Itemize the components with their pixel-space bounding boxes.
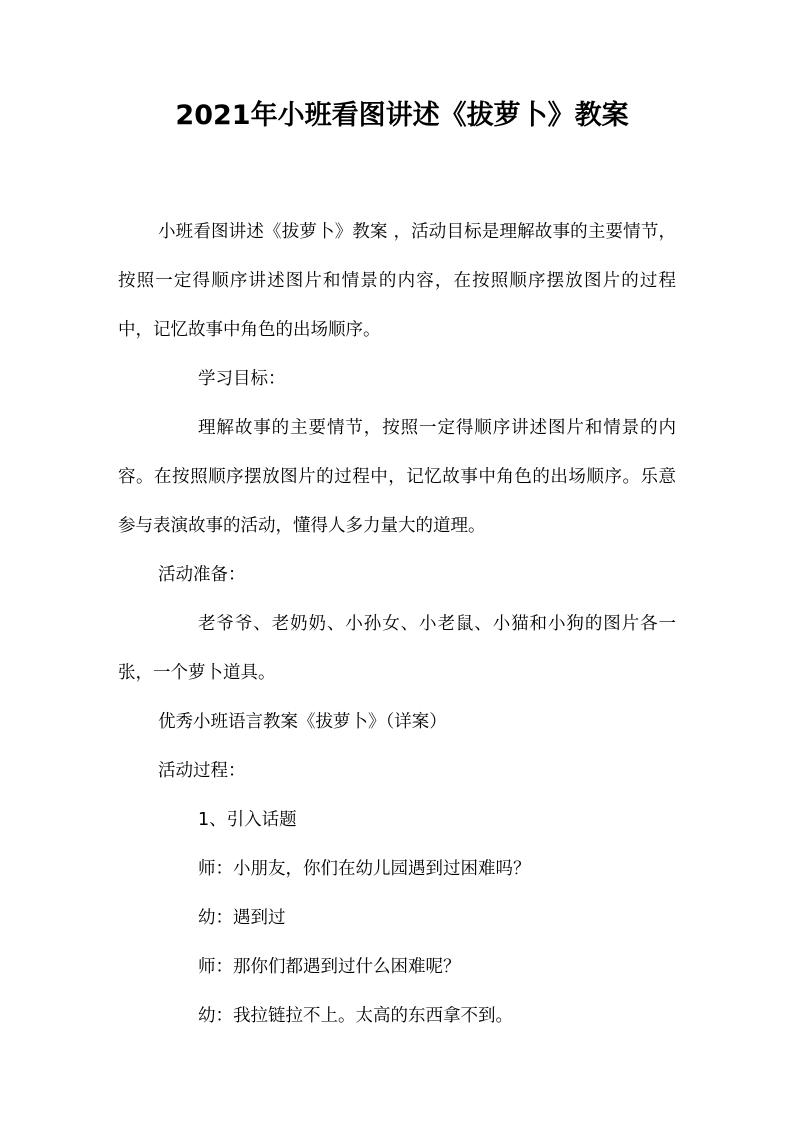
document-title: 2021年小班看图讲述《拔萝卜》教案 [175,100,629,131]
paragraph-goals: 理解故事的主要情节，按照一定得顺序讲述图片和情景的内容。在按照顺序摆放图片的过程中，记忆故事中角色的出场顺序。乐意参与表演故事的活动，懂得人多力量大的道理。 [118,418,676,536]
paragraph-goals-heading: 学习目标： [198,369,286,389]
paragraph-dialogue-2: 幼：遇到过 [198,908,286,928]
paragraph-intro: 小班看图讲述《拔萝卜》教案 ，活动目标是理解故事的主要情节，按照一定得顺序讲述图片和情景的内容，在按照顺序摆放图片的过程中，记忆故事中角色的出场顺序。 [118,222,676,340]
paragraph-prep: 老爷爷、老奶奶、小孙女、小老鼠、小猫和小狗的图片各一张，一个萝卜道具。 [118,614,676,683]
document-body [118,208,676,1041]
paragraph-dialogue-3: 师：那你们都遇到过什么困难呢？ [198,957,461,977]
paragraph-dialogue-1: 师：小朋友，你们在幼儿园遇到过困难吗？ [198,859,531,879]
paragraph-step-1: 1、引入话题 [198,810,297,830]
paragraph-dialogue-4: 幼：我拉链拉不上。太高的东西拿不到。 [198,1006,513,1026]
paragraph-process-heading: 活动过程： [158,761,246,781]
paragraph-prep-heading: 活动准备： [158,565,246,585]
paragraph-lesson-title: 优秀小班语言教案《拔萝卜》（详案） [158,712,447,732]
